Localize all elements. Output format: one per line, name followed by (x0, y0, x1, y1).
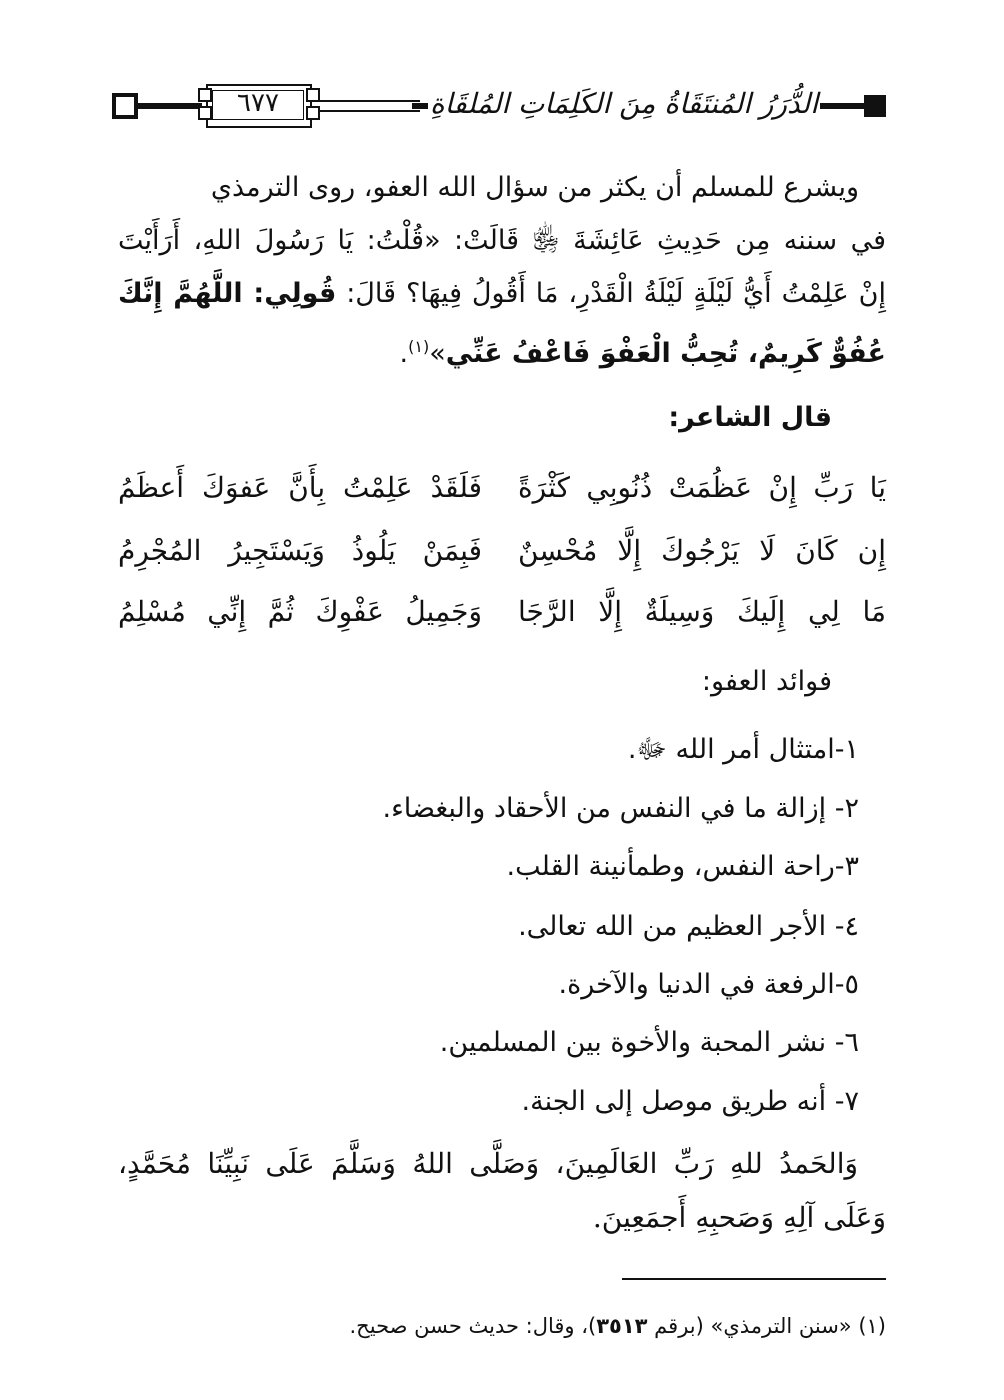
paragraph-line-2: في سننه مِن حَدِيثِ عَائِشَةَ ﵂ قَالَتْ: «قُلْتُ: يَا رَسُولَ اللهِ، أَرَأَيْتَ (118, 225, 886, 256)
footnote-hadith-number: ٣٥١٣ (596, 1314, 648, 1338)
poet-heading: قال الشاعر: (668, 402, 832, 433)
benefit-item: ٧- أنه طريق موصل إلى الجنة. (521, 1086, 859, 1117)
benefits-heading: فوائد العفو: (701, 666, 832, 697)
verse-1-left-hemistich: فَلَقَدْ عَلِمْتُ بِأَنَّ عَفوَكَ أَعظَمُ (118, 471, 482, 504)
header-rule-mid-bottom (320, 110, 420, 112)
verse-2-left-hemistich: فَبِمَنْ يَلُوذُ وَيَسْتَجِيرُ المُجْرِمُ (118, 534, 482, 567)
book-title: الدُّرَرُ المُنتَقَاةُ مِنَ الكَلِمَاتِ المُلقَاةِ (428, 82, 820, 126)
header-rule-left (138, 103, 202, 109)
footnote (350, 1310, 887, 1342)
paragraph-line-4 (400, 327, 886, 374)
sentence-end: . (399, 338, 409, 369)
footnote-reference[interactable]: (١) (408, 337, 430, 356)
benefit-item: ٣-راحة النفس، وطمأنينة القلب. (506, 851, 859, 882)
open-square-ornament (112, 93, 138, 119)
benefit-item: ٦- نشر المحبة والأخوة بين المسلمين. (439, 1027, 859, 1058)
benefit-item: ٢- إزالة ما في النفس من الأحقاد والبغضاء. (382, 793, 859, 824)
closing-line-1: وَالحَمدُ للهِ رَبِّ العَالَمِينَ، وَصَلَّى اللهُ وَسَلَّمَ عَلَى نَبِيِّنَا مُحَمَّدٍ، (118, 1147, 858, 1180)
page-number: ٦٧٧ (237, 88, 279, 118)
footnote-suffix: )، وقال: حديث حسن صحيح. (349, 1314, 597, 1338)
page-number-frame (198, 84, 320, 128)
closing-line-2: وَعَلَى آلِهِ وَصَحبِهِ أَجمَعِينَ. (592, 1201, 886, 1234)
filled-square-ornament (864, 95, 886, 117)
header-rule-right (820, 103, 866, 109)
hadith-text: إِنْ عَلِمْتُ أَيُّ لَيْلَةٍ لَيْلَةُ الْقَدْرِ، مَا أَقُولُ فِيهَا؟ قَالَ: (336, 278, 887, 309)
benefit-item: ١-امتثال أمر الله ﷻ. (627, 734, 859, 765)
hadith-supplication-bold-cont: عُفُوٌّ كَرِيمٌ، تُحِبُّ الْعَفْوَ فَاعْفُ عَنِّي (445, 338, 886, 369)
footnote-prefix: (١) «سنن الترمذي» (برقم (647, 1314, 886, 1338)
verse-1-right-hemistich: يَا رَبِّ إِنْ عَظُمَتْ ذُنُوبِي كَثْرَةً (518, 471, 886, 504)
paragraph-line-3 (118, 274, 886, 314)
verse-3-right-hemistich: مَا لِي إِلَيكَ وَسِيلَةٌ إِلَّا الرَّجَا (518, 595, 886, 628)
verse-3-left-hemistich: وَجَمِيلُ عَفْوِكَ ثُمَّ إِنِّي مُسْلِمُ (118, 595, 482, 628)
footnote-separator (622, 1278, 886, 1280)
running-header (112, 78, 886, 134)
closing-quote: » (429, 338, 446, 369)
header-rule-mid-top (320, 100, 420, 102)
verse-2-right-hemistich: إِن كَانَ لَا يَرْجُوكَ إِلَّا مُحْسِنٌ (518, 534, 886, 567)
paragraph-line-1: ويشرع للمسلم أن يكثر من سؤال الله العفو، روى الترمذي (210, 172, 859, 203)
benefit-item: ٥-الرفعة في الدنيا والآخرة. (558, 969, 859, 1000)
hadith-supplication-bold: قُولِي: اللَّهُمَّ إِنَّكَ (118, 278, 337, 309)
benefit-item: ٤- الأجر العظيم من الله تعالى. (518, 911, 859, 942)
